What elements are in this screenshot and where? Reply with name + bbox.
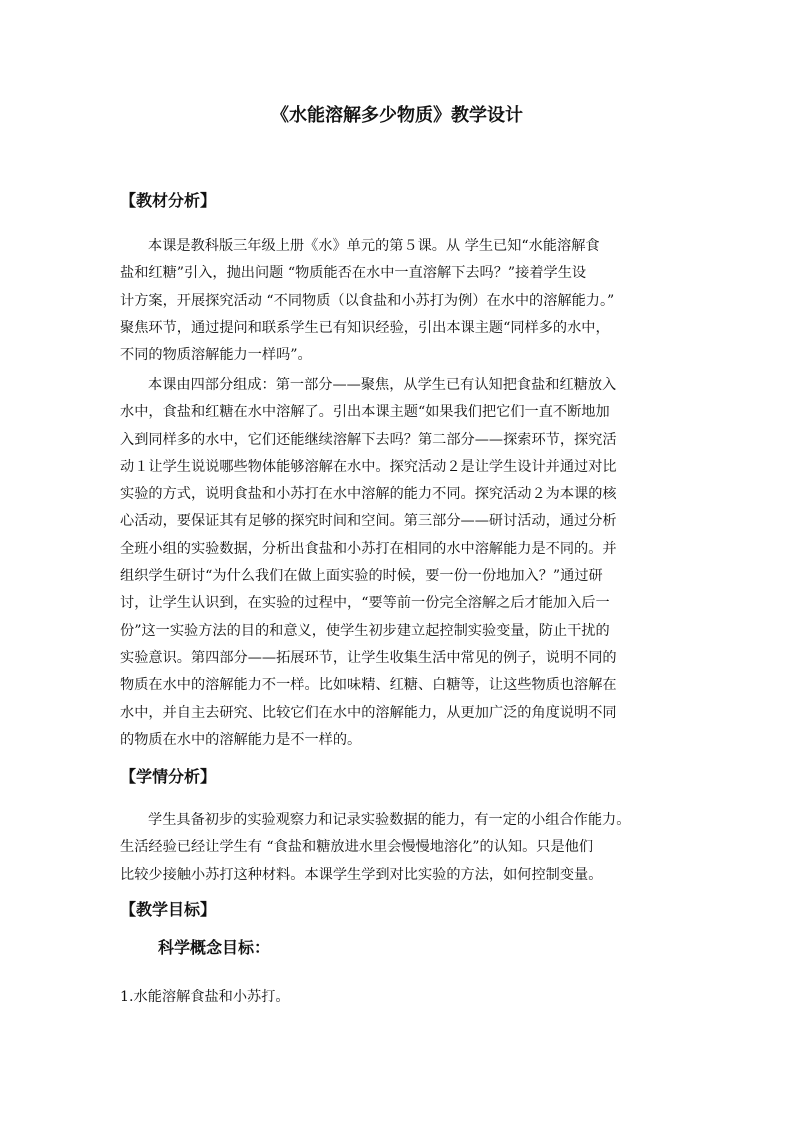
materials-analysis-paragraph-2 <box>120 372 690 754</box>
paragraph-line: 的物质在水中的溶解能力是不一样的。 <box>120 731 362 748</box>
paragraph-line: 聚焦环节，通过提问和联系学生已有知识经验，引出本课主题“同样多的水中， <box>120 319 610 336</box>
paragraph-line: 学生具备初步的实验观察力和记录实验数据的能力，有一定的小组合作能力。 <box>148 812 631 828</box>
paragraph-line: 计方案，开展探究活动 “不同物质（以食盐和小苏打为例）在水中的溶解能力。” <box>120 292 615 309</box>
paragraph-line: 物质在水中的溶解能力不一样。比如味精、红糖、白糖等，让这些物质也溶解在 <box>120 677 617 694</box>
paragraph-line: 生活经验已经让学生有 “食盐和糖放进水里会慢慢地溶化”的认知。只是他们 <box>120 839 594 856</box>
document-title: 《水能溶解多少物质》教学设计 <box>271 105 523 126</box>
paragraph-line: 组织学生研讨“为什么我们在做上面实验的时候，要一份一份地加入？”通过研 <box>120 568 603 585</box>
paragraph-line: 本课是教科版三年级上册《水》单元的第５课。从 学生已知“水能溶解食 <box>148 238 600 254</box>
goal-item-1: 1.水能溶解食盐和小苏打。 <box>120 989 290 1005</box>
science-concept-goals-subheading: 科学概念目标： <box>158 938 271 957</box>
paragraph-line: 水中，食盐和红糖在水中溶解了。引出本课主题“如果我们把它们一直不断地加 <box>120 404 610 421</box>
paragraph-line: 不同的物质溶解能力一样吗”。 <box>120 347 312 364</box>
paragraph-line: 心活动，要保证其有足够的探究时间和空间。第三部分——研讨活动，通过分析 <box>120 513 617 530</box>
paragraph-line: 水中，并自主去研究、比较它们在水中的溶解能力，从更加广泛的角度说明不同 <box>120 704 617 721</box>
student-analysis-heading: 【学情分析】 <box>120 767 217 786</box>
teaching-goals-heading: 【教学目标】 <box>120 900 217 919</box>
paragraph-line: 入到同样多的水中，它们还能继续溶解下去吗？第二部分——探索环节，探究活 <box>120 431 617 448</box>
materials-analysis-heading: 【教材分析】 <box>120 191 217 210</box>
paragraph-line: 份”这一实验方法的目的和意义，使学生初步建立起控制实验变量，防止干扰的 <box>120 622 610 639</box>
paragraph-line: 全班小组的实验数据，分析出食盐和小苏打在相同的水中溶解能力是不同的。并 <box>120 540 617 557</box>
paragraph-line: 比较少接触小苏打这种材料。本课学生学到对比实验的方法，如何控制变量。 <box>120 866 603 883</box>
paragraph-line: 本课由四部分组成：第一部分——聚焦，从学生已有认知把食盐和红糖放入 <box>148 377 617 393</box>
paragraph-line: 讨，让学生认识到，在实验的过程中，“要等前一份完全溶解之后才能加入后一 <box>120 595 610 612</box>
student-analysis-paragraph <box>120 807 690 889</box>
materials-analysis-paragraph-1 <box>120 233 690 369</box>
paragraph-line: 实验意识。第四部分——拓展环节，让学生收集生活中常见的例子，说明不同的 <box>120 649 617 666</box>
paragraph-line: 动１让学生说说哪些物体能够溶解在水中。探究活动２是让学生设计并通过对比 <box>120 458 617 475</box>
paragraph-line: 盐和红糖”引入，抛出问题 “物质能否在水中一直溶解下去吗？”接着学生设 <box>120 265 587 282</box>
paragraph-line: 实验的方式，说明食盐和小苏打在水中溶解的能力不同。探究活动２为本课的核 <box>120 486 617 503</box>
